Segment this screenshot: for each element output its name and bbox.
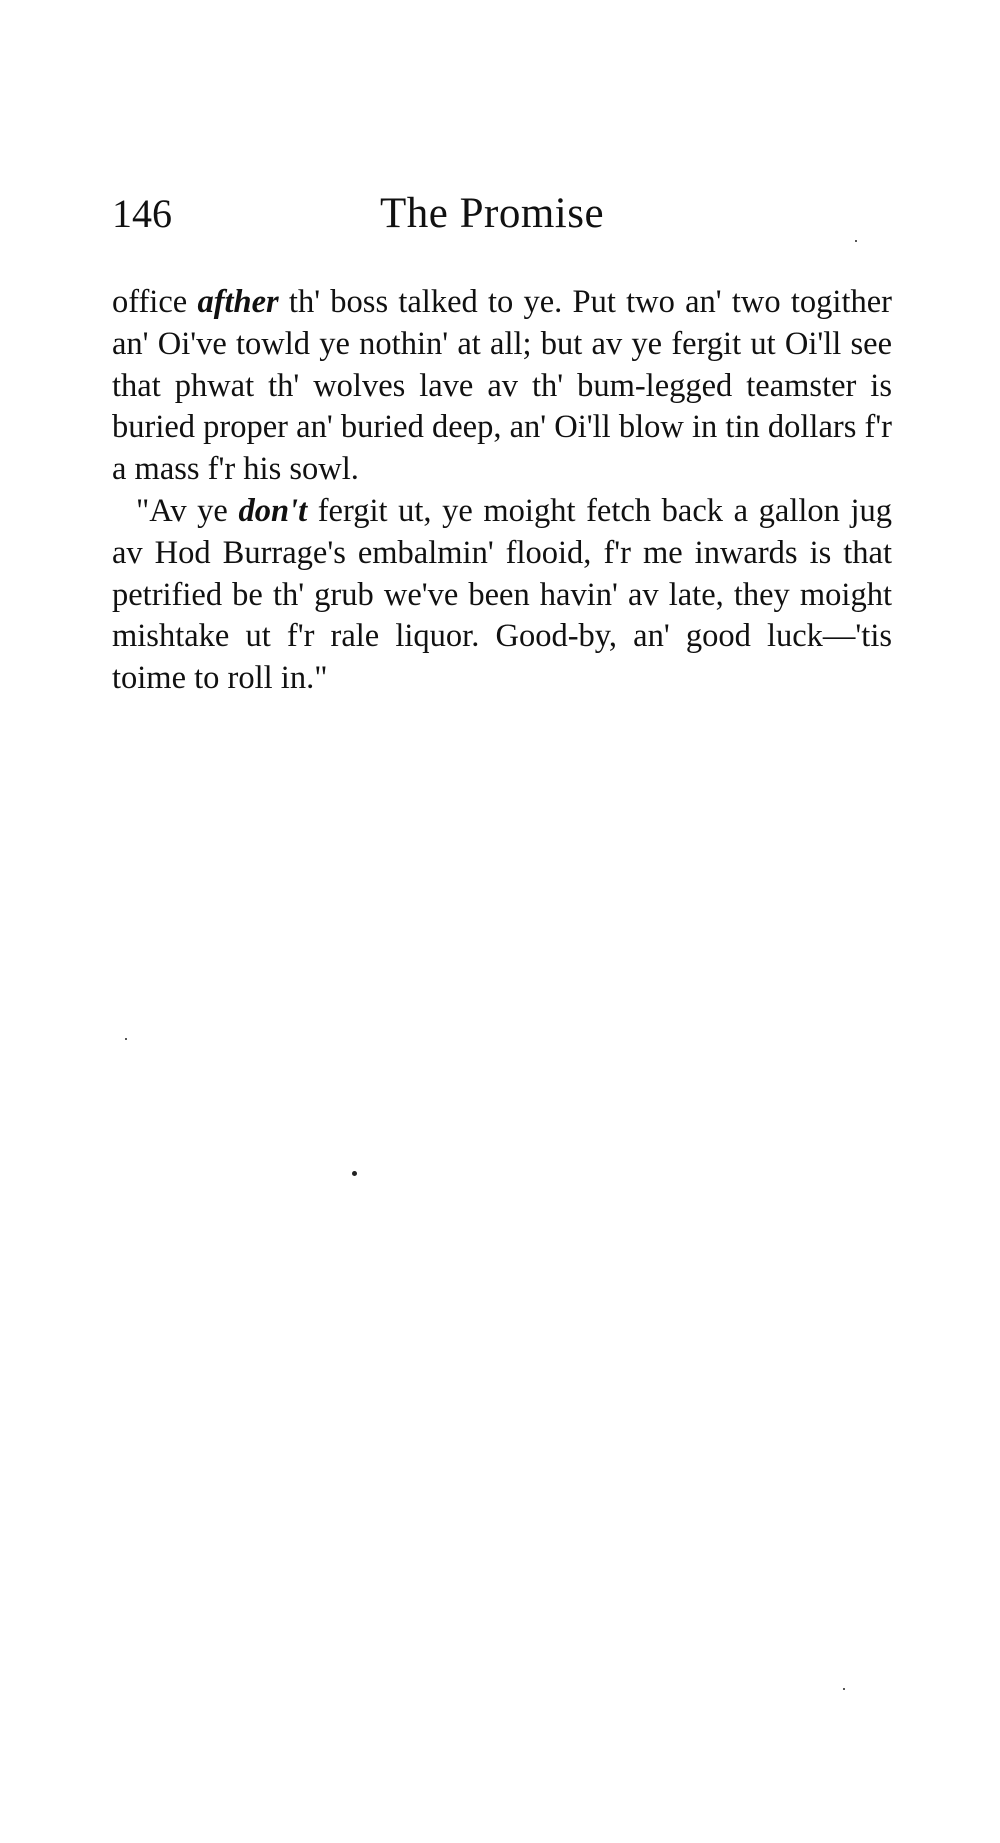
paragraph-1-emphasis: afther	[197, 284, 279, 320]
scan-speck	[855, 240, 857, 242]
running-head	[112, 188, 892, 240]
scan-speck	[352, 1171, 357, 1176]
paragraph-2-emphasis: don't	[238, 492, 308, 529]
scan-speck	[843, 1688, 845, 1690]
page-number: 146	[112, 191, 172, 236]
paragraph-2-text-start: "Av ye	[136, 492, 239, 529]
paragraph-1-text-start: office	[112, 284, 198, 320]
scan-speck	[125, 1038, 127, 1040]
paragraph-1-text-end: th' boss talked to ye. Put two an' two togither an' Oi've towld ye nothin' at all; but av ye fergit ut Oi'll see that phwat th' wolves lave av th' bum-legged teamster is buried proper an' buried deep, an' Oi'll blow in tin dollars f'r a mass f'r his sowl.	[112, 284, 892, 488]
paragraph-1	[112, 282, 892, 491]
body-text	[112, 282, 892, 700]
paragraph-2-text-end: fergit ut, ye moight fetch back a gallon jug av Hod Burrage's embalmin' flooid, f'r me inwards is that petrified be th' grub we've been havin' av late, they moight mishtake ut f'r rale liquor. Good-by, an' good luck—'tis toime to roll in."	[112, 492, 893, 697]
paragraph-2	[112, 491, 892, 700]
running-title: The Promise	[380, 190, 605, 237]
